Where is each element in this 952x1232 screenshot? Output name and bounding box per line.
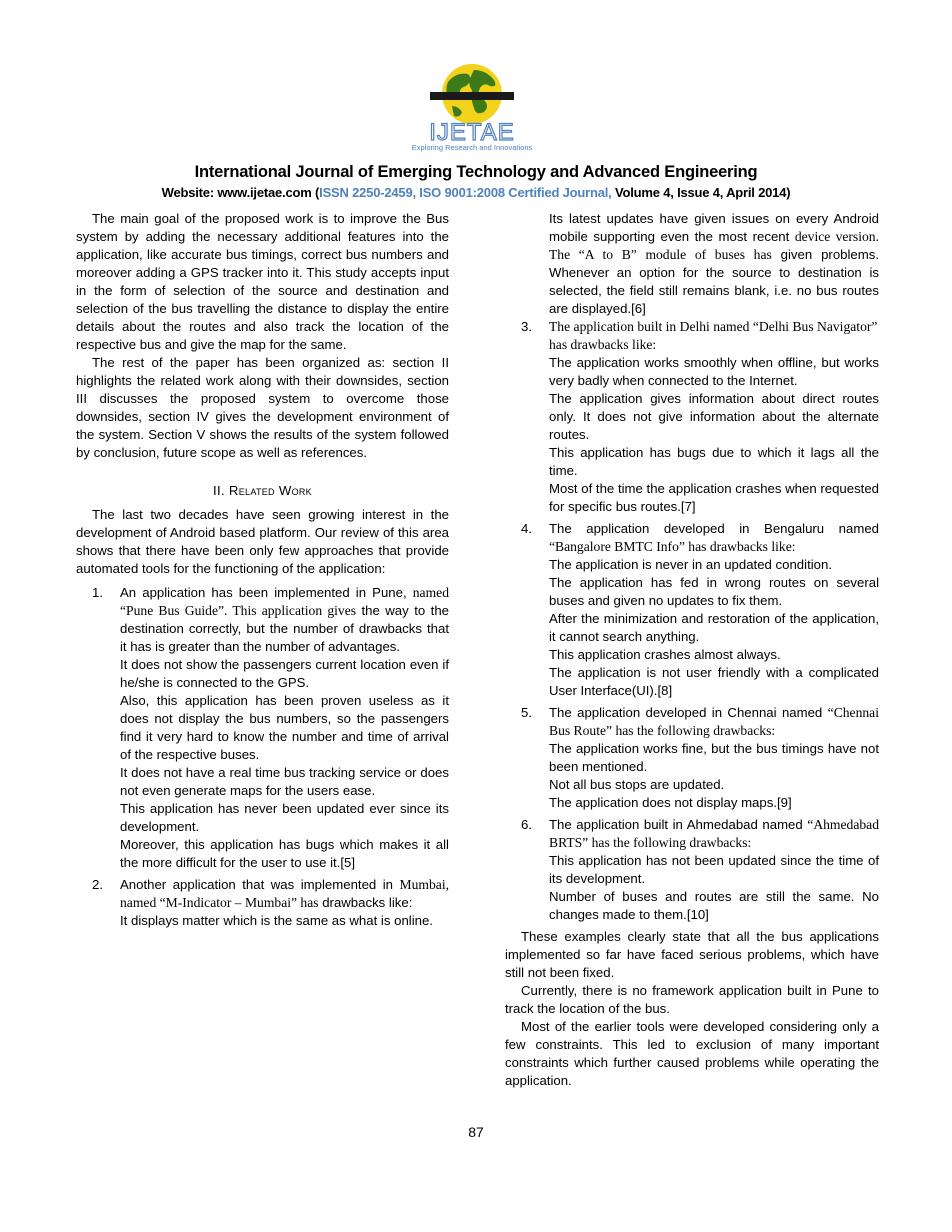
- item-point: It does not show the passengers current location even if he/she is connected to the GPS.: [120, 657, 449, 690]
- item-number: 1.: [92, 585, 103, 600]
- journal-title: International Journal of Emerging Technology and Advanced Engineering: [194, 163, 758, 181]
- related-work-list-continued: [505, 318, 879, 924]
- left-column: [76, 210, 449, 934]
- item-lead-serif: The application built in Delhi named “Delhi Bus Navigator” has drawbacks like:: [549, 319, 878, 352]
- related-work-list: [76, 584, 449, 930]
- item-number: 3.: [521, 319, 532, 334]
- item-point: This application has never been updated ever since its development.: [120, 801, 449, 834]
- list-item: [505, 520, 879, 700]
- item-point: The application has fed in wrong routes on several buses and given no updates to fix them.: [549, 575, 879, 608]
- paragraph: These examples clearly state that all the bus applications implemented so far have faced serious problems, which have still not been fixed.: [505, 929, 879, 980]
- item-text: [549, 704, 879, 740]
- item-point: The application does not display maps.[9]: [549, 795, 792, 810]
- right-column: [505, 210, 879, 1090]
- item-lead: The application developed in Bengaluru named: [549, 521, 879, 536]
- item-lead-serif: named “Pune Bus Guide”. This application gives: [120, 585, 449, 618]
- item-point: The application works smoothly when offline, but works very badly when connected to the Internet.: [549, 355, 879, 388]
- list-item: [76, 584, 449, 872]
- item-point-continued: [505, 210, 879, 318]
- item-point: Also, this application has been proven useless as it does not display the bus numbers, so the passengers find it very hard to know the number and time of arrival of the respective buses.: [120, 693, 449, 762]
- paragraph: The last two decades have seen growing interest in the development of Android based platform. Our review of this area shows that there have been only few approaches that provide automated tools for the functioning of the application:: [76, 507, 449, 576]
- website-line: [0, 185, 952, 200]
- continued-rest: given problems. Whenever an option for the source to destination is selected, the field still remains blank, i.e. no bus routes are displayed.[6]: [549, 247, 879, 316]
- item-lead: Another application that was implemented in: [120, 877, 400, 892]
- item-number: 6.: [521, 817, 532, 832]
- volume-text: Volume 4, Issue 4, April 2014): [611, 185, 791, 200]
- item-point: Not all bus stops are updated.: [549, 777, 725, 792]
- item-number: 4.: [521, 521, 532, 536]
- item-text: [120, 584, 449, 656]
- item-text: [549, 816, 879, 852]
- item-lead-serif: Mumbai, named “M-Indicator – Mumbai” has: [120, 877, 449, 910]
- paragraph: The main goal of the proposed work is to improve the Bus system by adding the necessary additional features into the application, like accurate bus timings, correct bus numbers and moreover adding a GPS tracker into it. This study accepts input in the form of selection of the source and destination and selection of the bus travelling the distance to display the entire details about the routes and also track the location of the respective bus and give the map for the same.: [76, 211, 449, 352]
- logo-text: IJETAE: [429, 119, 515, 146]
- item-point: It displays matter which is the same as what is online.: [120, 913, 433, 928]
- journal-logo: [412, 60, 572, 156]
- page-number: 87: [468, 1124, 484, 1140]
- item-lead: An application has been implemented in Pune,: [120, 585, 413, 600]
- item-lead-serif: “Ahmedabad BRTS” has the following drawbacks:: [549, 817, 879, 850]
- paragraph: The rest of the paper has been organized as: section II highlights the related work along with their downsides, section III discusses the proposed system to overcome those downsides, section IV gives the development environment of the system. Section V shows the results of the system followed by conclusion, future scope as well as references.: [76, 355, 449, 460]
- list-item: [76, 876, 449, 930]
- item-point: This application crashes almost always.: [549, 647, 781, 662]
- logo-tagline: Exploring Research and Innovations: [412, 143, 533, 152]
- item-number: 5.: [521, 705, 532, 720]
- item-lead-rest: the way to the destination correctly, but the number of drawbacks that it has is greater than the number of advantages.: [120, 603, 449, 654]
- item-point: This application has not been updated since the time of its development.: [549, 853, 879, 886]
- list-item: [505, 318, 879, 516]
- continued-serif: device version. The “A to B” module of buses has: [549, 229, 879, 262]
- issn-text: ISSN 2250-2459, ISO 9001:2008 Certified Journal,: [319, 185, 612, 200]
- item-text: [549, 520, 879, 556]
- paragraph: Most of the earlier tools were developed considering only a few constraints. This led to exclusion of many important constraints which further caused problems while operating the application.: [505, 1019, 879, 1088]
- item-point: The application is never in an updated condition.: [549, 557, 832, 572]
- list-item: [505, 704, 879, 812]
- item-text: [120, 876, 449, 912]
- list-item: [505, 816, 879, 924]
- item-lead-serif: “Chennai Bus Route” has the following drawbacks:: [549, 705, 879, 738]
- continued-text: Its latest updates have given issues on every Android mobile supporting even the most recent: [549, 211, 879, 244]
- section-heading: II. Related Work: [213, 483, 312, 498]
- website-prefix: Website: www.ijetae.com (: [161, 185, 320, 200]
- item-point: After the minimization and restoration of the application, it cannot search anything.: [549, 611, 879, 644]
- item-point: The application is not user friendly with a complicated User Interface(UI).[8]: [549, 665, 879, 698]
- item-lead-serif: “Bangalore BMTC Info” has drawbacks like:: [549, 539, 796, 554]
- item-lead-rest: drawbacks like:: [318, 895, 413, 910]
- item-point: Number of buses and routes are still the same. No changes made to them.[10]: [549, 889, 879, 922]
- globe-icon: [412, 60, 572, 156]
- item-point: Most of the time the application crashes when requested for specific bus routes.[7]: [549, 481, 879, 514]
- item-lead: The application developed in Chennai named: [549, 705, 828, 720]
- item-point: The application gives information about direct routes only. It does not give information about the alternate routes.: [549, 391, 879, 442]
- paragraph: Currently, there is no framework application built in Pune to track the location of the bus.: [505, 983, 879, 1016]
- item-point: It does not have a real time bus tracking service or does not even generate maps for the users ease.: [120, 765, 449, 798]
- item-point: Moreover, this application has bugs which makes it all the more difficult for the user to use it.[5]: [120, 837, 449, 870]
- item-point: This application has bugs due to which it lags all the time.: [549, 445, 879, 478]
- item-lead: The application built in Ahmedabad named: [549, 817, 808, 832]
- item-point: The application works fine, but the bus timings have not been mentioned.: [549, 741, 879, 774]
- item-number: 2.: [92, 877, 103, 892]
